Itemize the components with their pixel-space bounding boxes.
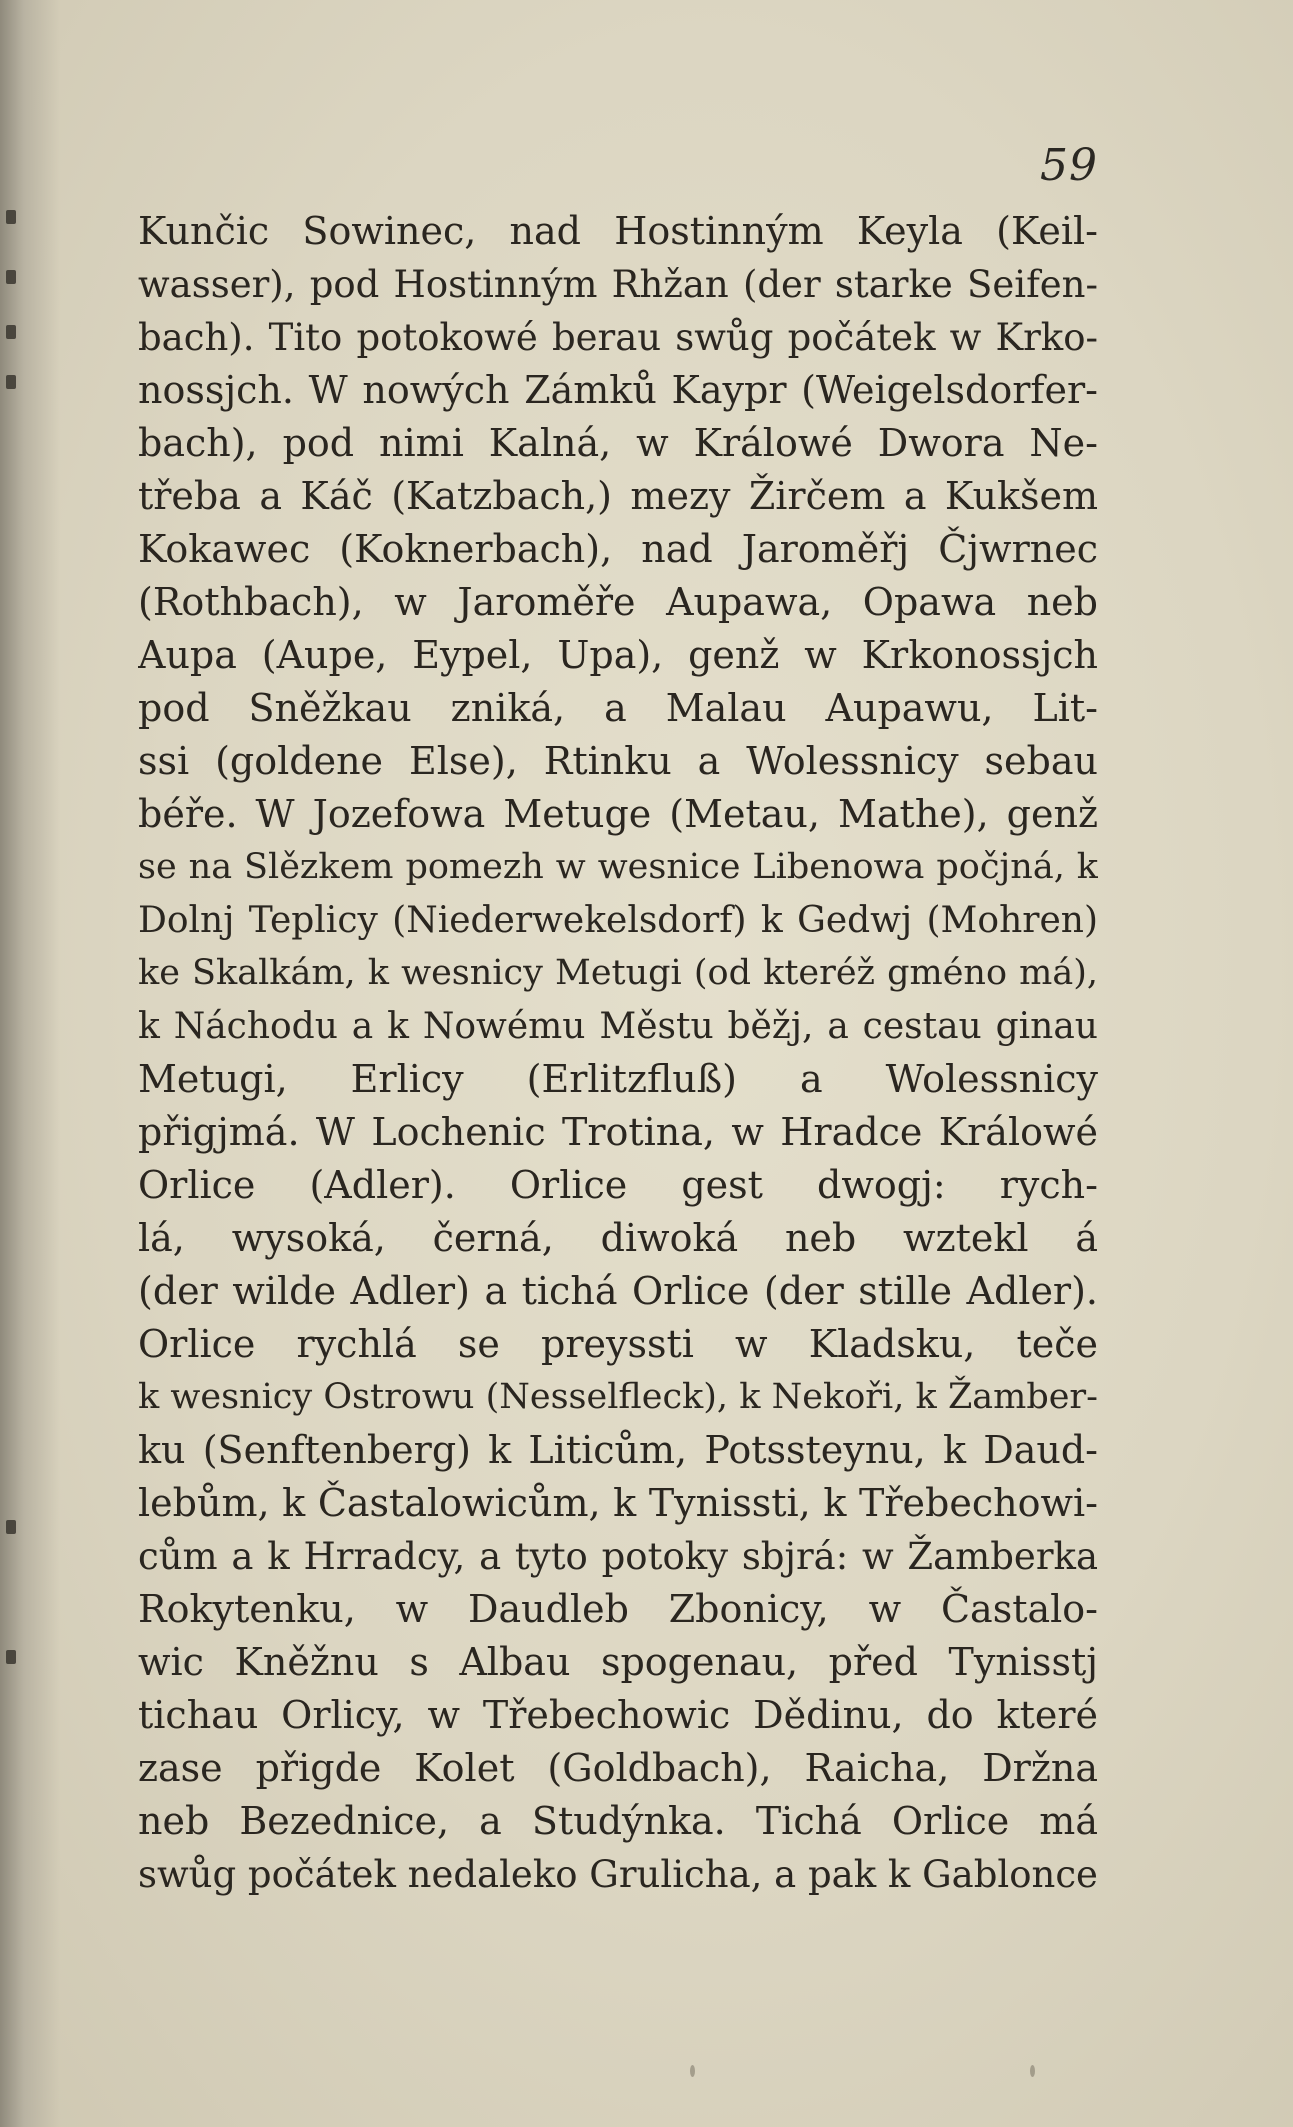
text-line: cům a k Hrradcy, a tyto potoky sbjrá: w Žamberka — [138, 1535, 1098, 1578]
previous-page-bleed-marks — [0, 200, 30, 1700]
text-line: neb Bezednice, a Studýnka. Tichá Orlice má — [138, 1799, 1098, 1843]
page-number: 59 — [1040, 140, 1098, 191]
text-line: Kokawec (Koknerbach), nad Jaroměřj Čjwrnec — [138, 527, 1098, 571]
text-line: (Rothbach), w Jaroměře Aupawa, Opawa neb — [138, 580, 1098, 624]
text-line: bach). Tito potokowé berau swůg počátek w Krko- — [138, 316, 1098, 359]
ink-mark — [6, 210, 16, 224]
text-line: lá, wysoká, černá, diwoká neb wztekl á — [138, 1216, 1098, 1260]
ink-mark — [6, 375, 16, 389]
text-line: (der wilde Adler) a tichá Orlice (der stille Adler). — [138, 1269, 1098, 1313]
ink-mark — [6, 325, 16, 339]
text-line: wic Kněžnu s Albau spogenau, před Tynisstj — [138, 1640, 1098, 1684]
text-line: k Náchodu a k Nowému Městu běžj, a cestau ginau — [138, 1006, 1098, 1047]
ink-mark — [6, 1520, 16, 1534]
text-line: bach), pod nimi Kalná, w Králowé Dwora Ne- — [138, 421, 1098, 465]
text-line: Orlice rychlá se preyssti w Kladsku, teče — [138, 1322, 1098, 1366]
text-line: se na Slězkem pomezh w wesnice Libenowa počjná, k — [138, 847, 1098, 887]
text-line: Kunčic Sowinec, nad Hostinným Keyla (Keil- — [138, 209, 1098, 253]
text-line: Aupa (Aupe, Eypel, Upa), genž w Krkonossjch — [138, 633, 1098, 677]
body-text — [138, 205, 1098, 1901]
text-line: tichau Orlicy, w Třebechowic Dědinu, do které — [138, 1693, 1098, 1737]
ink-mark — [6, 270, 16, 284]
text-line: pod Sněžkau zniká, a Malau Aupawu, Lit- — [138, 686, 1098, 730]
text-line: Metugi, Erlicy (Erlitzfluß) a Wolessnicy — [138, 1057, 1098, 1101]
text-line: Rokytenku, w Daudleb Zbonicy, w Častalo- — [138, 1587, 1098, 1631]
text-line: swůg počátek nedaleko Grulicha, a pak k Gablonce — [138, 1853, 1098, 1896]
text-line: lebům, k Častalowicům, k Tynissti, k Třebechowi- — [138, 1481, 1098, 1525]
text-line: ku (Senftenberg) k Liticům, Potssteynu, k Daud- — [138, 1428, 1098, 1472]
text-line: k wesnicy Ostrowu (Nesselfleck), k Nekoři, k Žamber- — [138, 1377, 1098, 1417]
text-line: wasser), pod Hostinným Rhžan (der starke Seifen- — [138, 263, 1098, 306]
text-line: ke Skalkám, k wesnicy Metugi (od kteréž gméno má), — [138, 953, 1098, 993]
paper-speck — [1030, 2065, 1035, 2077]
text-line: Dolnj Teplicy (Niederwekelsdorf) k Gedwj (Mohren) — [138, 900, 1098, 941]
text-line: třeba a Káč (Katzbach,) mezy Žirčem a Kukšem — [138, 474, 1098, 518]
text-line: ssi (goldene Else), Rtinku a Wolessnicy sebau — [138, 739, 1098, 783]
text-line: béře. W Jozefowa Metuge (Metau, Mathe), genž — [138, 792, 1098, 836]
text-line: zase přigde Kolet (Goldbach), Raicha, Držna — [138, 1746, 1098, 1790]
text-line: nossjch. W nowých Zámků Kaypr (Weigelsdorfer- — [138, 368, 1098, 412]
ink-mark — [6, 1650, 16, 1664]
text-line: Orlice (Adler). Orlice gest dwogj: rych- — [138, 1163, 1098, 1207]
text-line: přigjmá. W Lochenic Trotina, w Hradce Králowé — [138, 1110, 1098, 1154]
paper-speck — [690, 2065, 695, 2077]
